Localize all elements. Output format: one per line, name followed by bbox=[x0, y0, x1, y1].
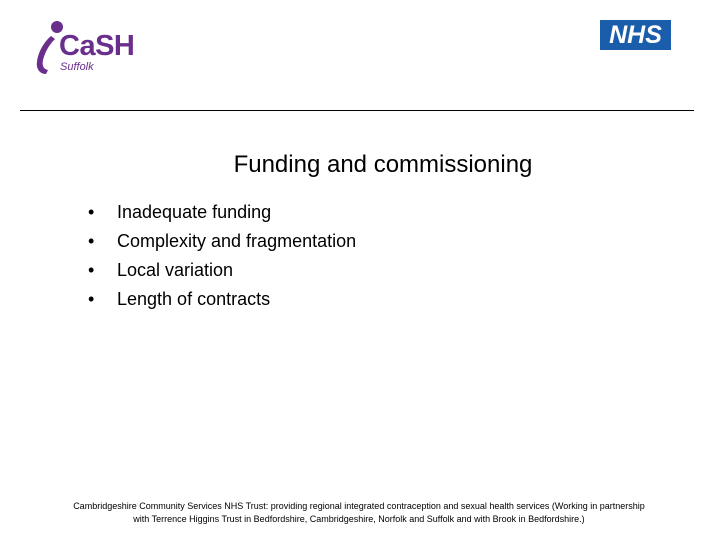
bullet-list bbox=[88, 200, 356, 316]
header-divider bbox=[20, 110, 694, 111]
slide-title: Funding and commissioning bbox=[233, 151, 533, 178]
bullet-text: Inadequate funding bbox=[117, 202, 272, 222]
bullet-text: Length of contracts bbox=[117, 289, 271, 309]
bullet-glyph: • bbox=[88, 289, 95, 309]
bullet-item bbox=[88, 200, 356, 229]
footer-line-2: with Terrence Higgins Trust in Bedfordshire, Cambridgeshire, Norfolk and Suffolk and with Brook in Bedfordshire.) bbox=[133, 514, 585, 524]
bullet-glyph: • bbox=[88, 231, 95, 251]
nhs-logo: NHS bbox=[600, 20, 671, 50]
bullet-item bbox=[88, 229, 356, 258]
icash-brand-text: CaSH bbox=[59, 30, 135, 62]
icash-suffolk-logo bbox=[34, 20, 144, 76]
bullet-item bbox=[88, 258, 356, 287]
bullet-glyph: • bbox=[88, 260, 95, 280]
bullet-item bbox=[88, 287, 356, 316]
icash-subtitle: Suffolk bbox=[60, 61, 94, 73]
footer-line-1: Cambridgeshire Community Services NHS Trust: providing regional integrated contraception and sexual health services (Working in partnership bbox=[73, 501, 645, 511]
bullet-glyph: • bbox=[88, 202, 95, 222]
bullet-text: Complexity and fragmentation bbox=[117, 231, 357, 251]
footer-note bbox=[20, 500, 698, 526]
bullet-text: Local variation bbox=[117, 260, 234, 280]
